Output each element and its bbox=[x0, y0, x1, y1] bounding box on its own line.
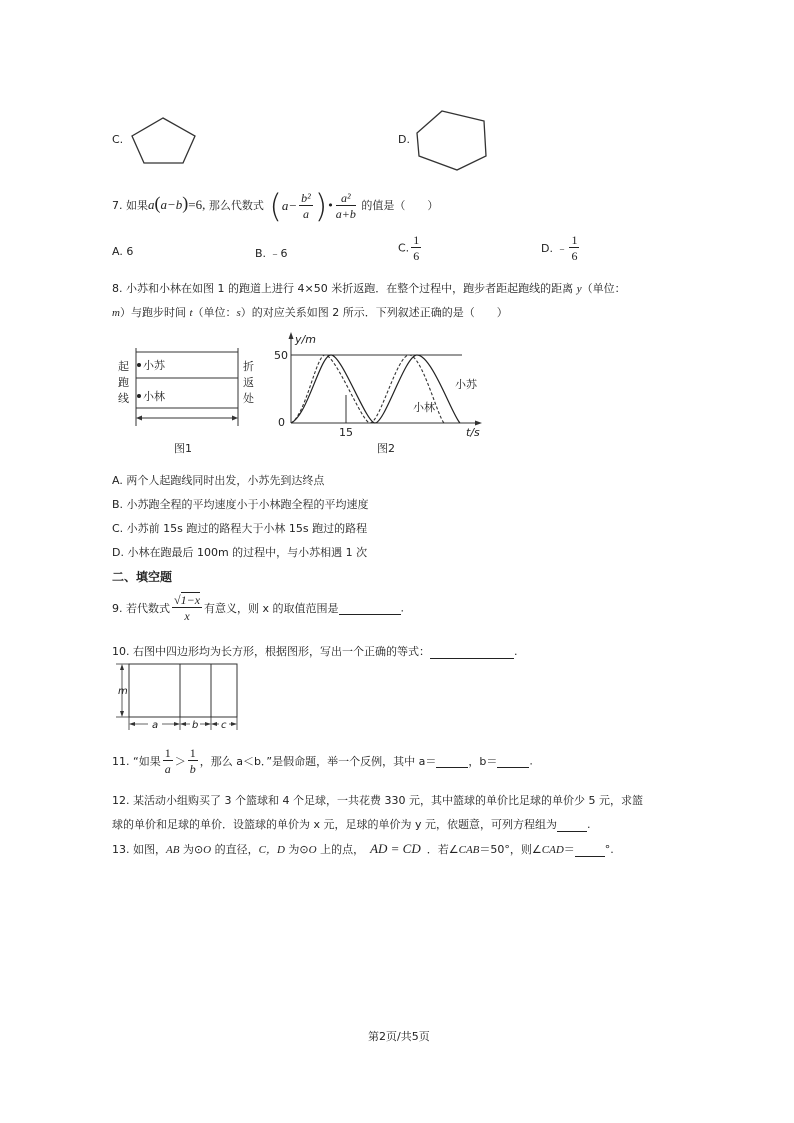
q11-answer-b-blank[interactable] bbox=[497, 755, 529, 768]
runner-su-label: 小苏 bbox=[143, 359, 165, 372]
q9-answer-blank[interactable] bbox=[339, 602, 401, 615]
page-footer: 第2页/共5页 bbox=[368, 1030, 430, 1043]
q8-option-b: B. 小苏跑全程的平均速度小于小林跑全程的平均速度 bbox=[112, 498, 369, 511]
y-tick-50: 50 bbox=[274, 349, 288, 362]
q8-option-d: D. 小林在跑最后 100m 的过程中，与小苏相遇 1 次 bbox=[112, 546, 368, 559]
q7-option-b: B. ﹣6 bbox=[255, 247, 288, 260]
y-axis-label: y/m bbox=[295, 333, 316, 346]
label-b: b bbox=[192, 720, 199, 731]
question-8-line-1: 8. 小苏和小林在如图 1 的跑道上进行 4×50 米折返跑．在整个过程中，跑步者距起跑线的距离 y（单位： bbox=[112, 282, 626, 295]
curve-label-su: 小苏 bbox=[455, 378, 477, 391]
runner-lin-label: 小林 bbox=[143, 390, 165, 403]
q8-option-c: C. 小苏前 15s 跑过的路程大于小林 15s 跑过的路程 bbox=[112, 522, 368, 535]
question-12-line-2: 球的单价和足球的单价．设篮球的单价为 x 元，足球的单价为 y 元，依题意，可列方程组为 . bbox=[112, 818, 591, 831]
q11-answer-a-blank[interactable] bbox=[436, 755, 468, 768]
q7-option-c: C. $\frac{1}{6}$ bbox=[398, 233, 420, 263]
q7-option-a: A. 6 bbox=[112, 245, 134, 258]
label-a: a bbox=[152, 720, 159, 731]
figure-1-track bbox=[112, 338, 272, 458]
figure-1-caption: 图1 bbox=[174, 442, 192, 455]
figure-2-caption: 图2 bbox=[377, 442, 395, 455]
label-m: m bbox=[118, 686, 128, 697]
figure-rectangles bbox=[110, 660, 242, 736]
q6-option-d-label: D. bbox=[398, 133, 410, 146]
label-c: c bbox=[221, 720, 227, 731]
pentagon-figure bbox=[128, 114, 198, 166]
x-axis-label: t/s bbox=[466, 426, 480, 439]
question-11: 11. “如果 $\frac{1}{a}$ ＞ $\frac{1}{b}$ ，那么 a＜b．”是假命题，举一个反例，其中 a＝ ，b＝ . bbox=[112, 746, 533, 776]
q13-answer-blank[interactable] bbox=[575, 844, 605, 857]
q10-answer-blank[interactable] bbox=[430, 646, 514, 659]
question-10: 10. 右图中四边形均为长方形，根据图形，写出一个正确的等式： . bbox=[112, 645, 518, 658]
turn-point-char-3: 处 bbox=[243, 392, 254, 405]
question-8-line-2: m）与跑步时间 t（单位：s）的对应关系如图 2 所示．下列叙述正确的是（ ） bbox=[112, 306, 508, 319]
start-line-char-2: 跑 bbox=[118, 376, 129, 389]
figure-2-graph bbox=[272, 330, 502, 458]
question-12-line-1: 12. 某活动小组购买了 3 个篮球和 4 个足球，一共花费 330 元，其中篮球的单价比足球的单价少 5 元，求篮 bbox=[112, 794, 643, 807]
x-tick-15: 15 bbox=[339, 426, 353, 439]
q12-answer-blank[interactable] bbox=[557, 819, 587, 832]
hexagon-figure bbox=[412, 108, 492, 174]
origin-label: 0 bbox=[278, 416, 285, 429]
start-line-char-1: 起 bbox=[118, 360, 129, 373]
section-title: 二、填空题 bbox=[112, 570, 173, 584]
curve-label-lin: 小林 bbox=[413, 401, 435, 414]
start-line-char-3: 线 bbox=[118, 392, 129, 405]
question-13: 13. 如图，AB 为⊙O 的直径，C，D 为⊙O 上的点， AD = CD ．若∠CAB＝50°，则∠CAD＝ °. bbox=[112, 841, 614, 856]
question-9: 9. 若代数式 $\frac{√1-x}{x}$ 有意义，则 x 的取值范围是 . bbox=[112, 593, 405, 623]
q6-option-c-label: C. bbox=[112, 133, 124, 146]
question-7: 7. 如果a(a−b)=6, 那么代数式 (a− $\frac{\text{b²}}{a}$ )• $\frac{\text{a²}}{a+b}$ 的值是（ ） bbox=[112, 187, 439, 225]
q7-option-d: D. ﹣ $\frac{1}{6}$ bbox=[541, 233, 578, 263]
q8-option-a: A. 两个人起跑线同时出发，小苏先到达终点 bbox=[112, 474, 325, 487]
turn-point-char-1: 折 bbox=[243, 360, 254, 373]
turn-point-char-2: 返 bbox=[243, 376, 254, 389]
